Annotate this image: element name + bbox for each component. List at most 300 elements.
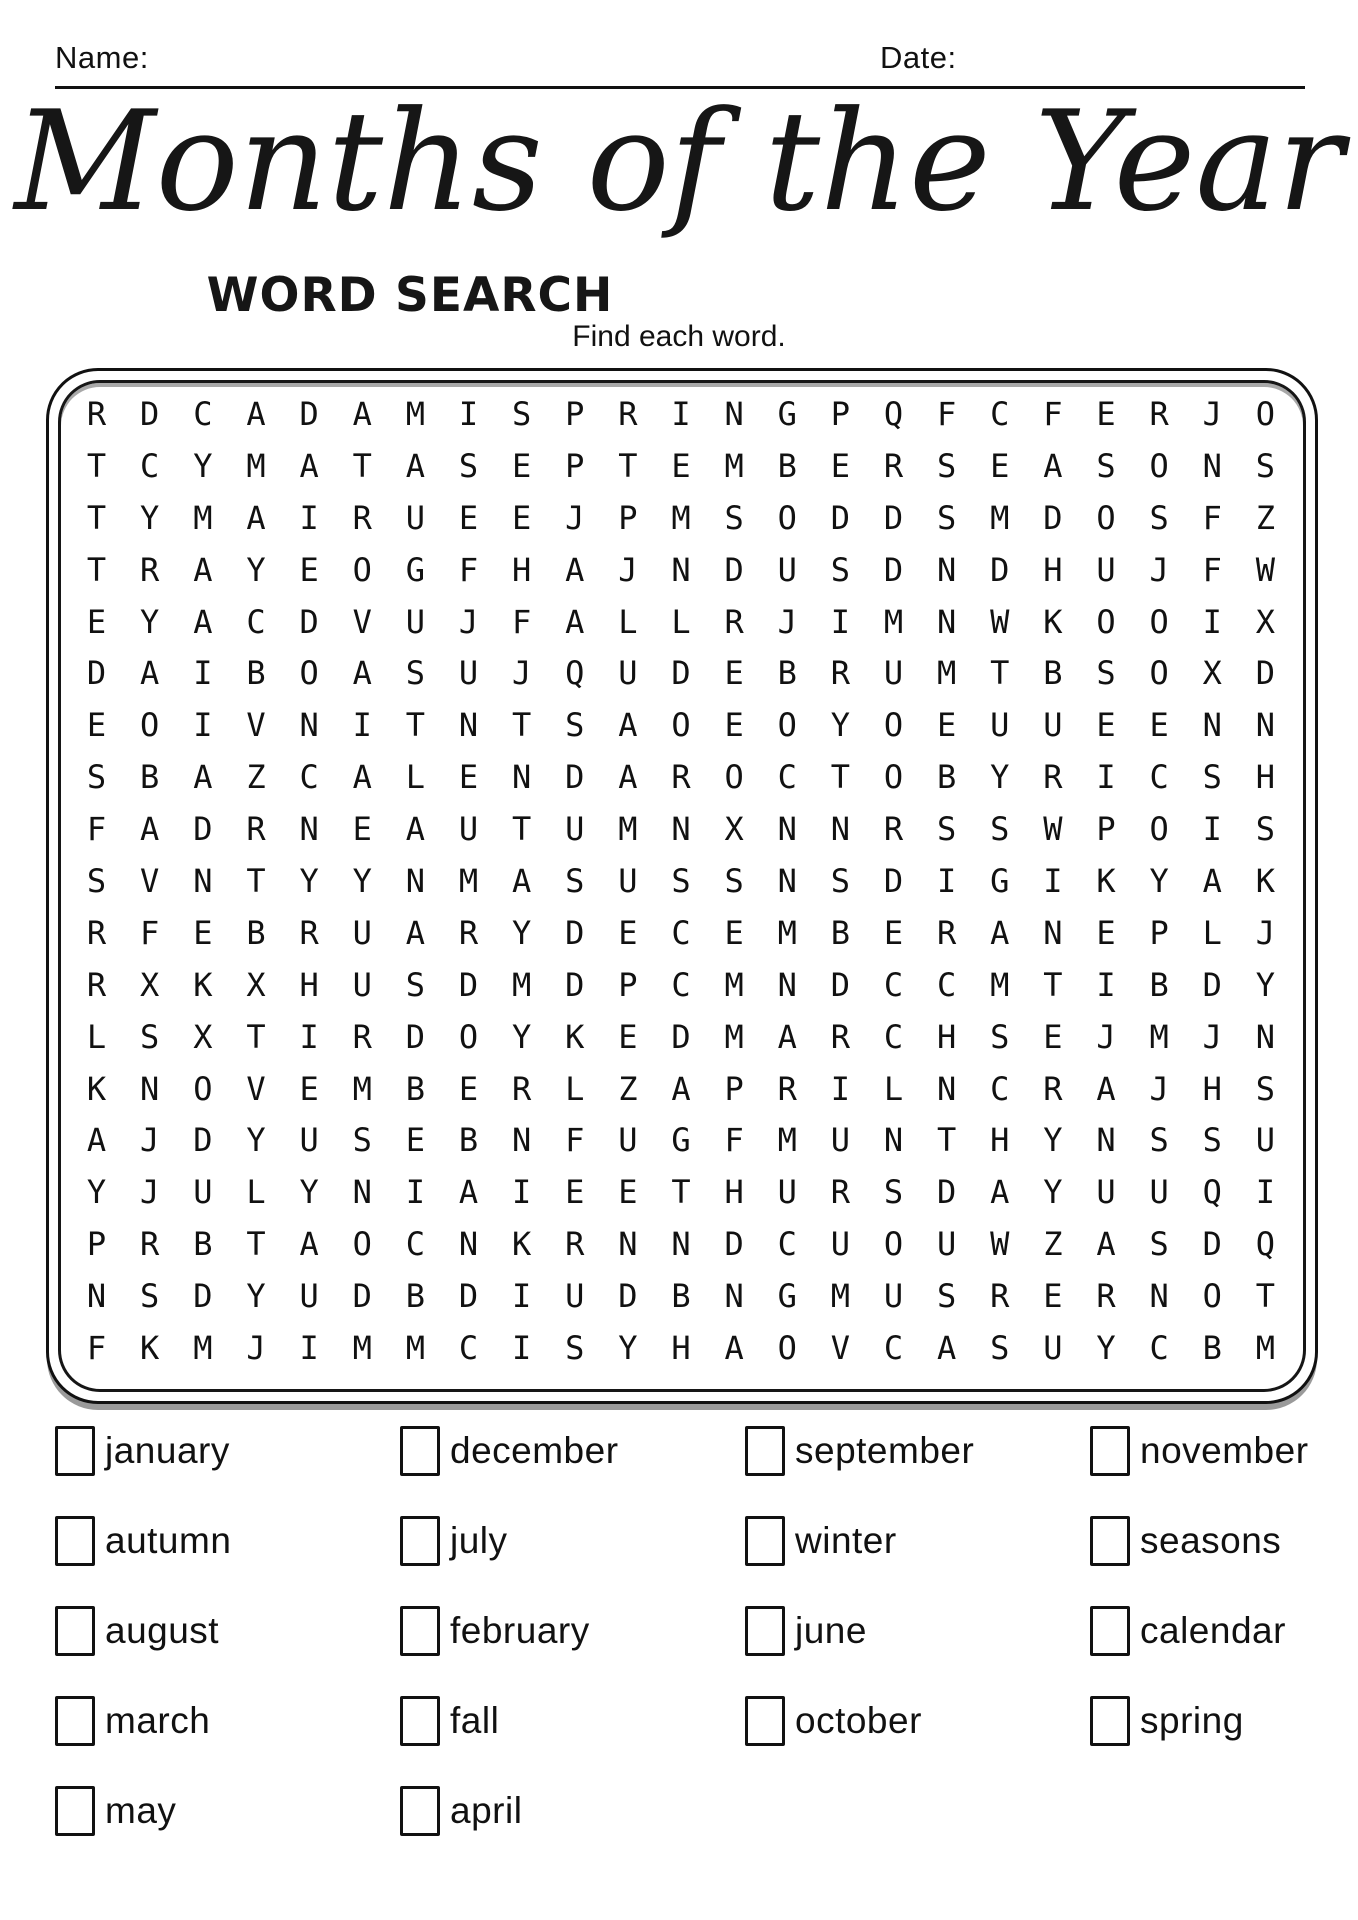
grid-letter: A [937, 1329, 957, 1368]
grid-letter: T [618, 446, 638, 485]
grid-letter: F [86, 810, 107, 849]
grid-letter: S [565, 706, 585, 745]
grid-letter: H [990, 1121, 1010, 1160]
grid-letter: S [1202, 758, 1222, 797]
word-checkbox[interactable] [1090, 1696, 1130, 1746]
grid-letter: J [1255, 913, 1276, 952]
grid-letter: D [193, 1121, 213, 1160]
grid-letter: N [352, 1173, 372, 1212]
word-label: december [450, 1430, 619, 1471]
grid-letter: N [1255, 1017, 1276, 1056]
grid-letter: O [777, 1329, 797, 1368]
grid-letter: L [1202, 913, 1222, 952]
grid-letter: Y [246, 550, 266, 589]
grid-letter: U [883, 654, 904, 693]
grid-letter: V [352, 602, 372, 641]
grid-letter: Y [990, 758, 1010, 797]
word-label: may [105, 1790, 177, 1831]
grid-letter: K [140, 1329, 160, 1368]
grid-letter: S [1149, 1121, 1169, 1160]
grid-letter: E [618, 1173, 638, 1212]
grid-letter: O [1255, 394, 1276, 433]
grid-letter: S [565, 1329, 585, 1368]
grid-letter: S [671, 861, 691, 900]
word-item [55, 1698, 231, 1744]
grid-letter: D [299, 602, 319, 641]
grid-letter: O [1149, 446, 1169, 485]
grid-letter: N [937, 602, 957, 641]
grid-letter: H [1255, 758, 1276, 797]
grid-letter: E [1043, 1017, 1063, 1056]
grid-letter: M [352, 1329, 372, 1368]
grid-letter: E [1096, 913, 1116, 952]
grid-letter: C [990, 1069, 1010, 1108]
grid-letter: G [990, 861, 1010, 900]
grid-letter: E [883, 913, 904, 952]
grid-letter: R [299, 913, 319, 952]
grid-letter: U [937, 1225, 957, 1264]
word-checkbox[interactable] [745, 1696, 785, 1746]
grid-letter: C [990, 394, 1010, 433]
grid-letter: F [1043, 394, 1063, 433]
grid-letter: R [883, 810, 904, 849]
grid-letter: B [1202, 1329, 1222, 1368]
grid-letter: A [671, 1069, 691, 1108]
grid-letter: K [86, 1069, 107, 1108]
grid-letter: O [883, 1225, 904, 1264]
grid-letter: D [405, 1017, 425, 1056]
grid-letter: I [193, 706, 213, 745]
grid-letter: N [671, 550, 691, 589]
grid-letter: T [86, 550, 107, 589]
grid-letter: S [830, 861, 851, 900]
word-checkbox[interactable] [400, 1426, 440, 1476]
grid-letter: G [405, 550, 425, 589]
grid-letter: M [1255, 1329, 1276, 1368]
grid-letter: H [724, 1173, 744, 1212]
grid-letter: P [86, 1225, 107, 1264]
grid-letter: D [724, 550, 744, 589]
grid-letter: G [671, 1121, 691, 1160]
grid-letter: P [830, 394, 851, 433]
grid-letter: C [140, 446, 160, 485]
grid-letter: T [511, 810, 532, 849]
grid-letter: U [777, 550, 797, 589]
grid-letter: R [246, 810, 266, 849]
word-label: june [795, 1610, 867, 1651]
grid-letter: C [299, 758, 319, 797]
grid-letter: R [1043, 758, 1063, 797]
grid-letter: N [458, 706, 479, 745]
grid-letter: P [565, 394, 585, 433]
grid-letter: O [777, 706, 797, 745]
word-checkbox[interactable] [400, 1606, 440, 1656]
grid-letter: O [352, 550, 372, 589]
grid-letter: B [1043, 654, 1063, 693]
grid-letter: O [1202, 1277, 1222, 1316]
grid-letter: N [193, 861, 213, 900]
grid-letter: B [1149, 965, 1169, 1004]
grid-letter: B [671, 1277, 691, 1316]
grid-letter: E [458, 498, 479, 537]
grid-letter: M [883, 602, 904, 641]
grid-letter: O [193, 1069, 213, 1108]
grid-letter: D [671, 1017, 691, 1056]
word-label: spring [1140, 1700, 1244, 1741]
grid-letter: A [618, 758, 638, 797]
grid-letter: A [352, 758, 372, 797]
grid-letter: T [246, 1225, 266, 1264]
word-item [1090, 1698, 1309, 1744]
grid-letter: N [405, 861, 425, 900]
grid-letter: O [724, 758, 744, 797]
grid-letter: E [1096, 706, 1116, 745]
grid-letter: I [1043, 861, 1063, 900]
grid-letter: U [618, 861, 638, 900]
grid-letter: Y [618, 1329, 638, 1368]
word-label: september [795, 1430, 975, 1471]
grid-letter: Y [246, 1121, 266, 1160]
grid-letter: R [618, 394, 638, 433]
grid-letter: I [830, 602, 851, 641]
grid-letter: C [671, 965, 691, 1004]
word-item [400, 1788, 619, 1834]
grid-letter: Y [140, 602, 160, 641]
grid-letter: R [352, 498, 372, 537]
grid-letter: A [193, 550, 213, 589]
grid-letter: K [193, 965, 213, 1004]
grid-letter: U [299, 1121, 319, 1160]
grid-letter: U [565, 1277, 585, 1316]
grid-letter: S [511, 394, 532, 433]
grid-letter: Y [193, 446, 213, 485]
grid-letter: K [1096, 861, 1116, 900]
grid-letter: J [1202, 394, 1222, 433]
grid-letter: D [1043, 498, 1063, 537]
grid-letter: D [937, 1173, 957, 1212]
grid-letter: T [990, 654, 1010, 693]
grid-letter: Q [883, 394, 904, 433]
grid-letter: M [193, 498, 213, 537]
word-checkbox[interactable] [55, 1606, 95, 1656]
grid-letter: N [618, 1225, 638, 1264]
grid-letter: R [830, 654, 851, 693]
grid-letter: Y [1255, 965, 1276, 1004]
word-search-grid [70, 388, 1292, 1374]
grid-letter: E [724, 913, 744, 952]
word-label: march [105, 1700, 211, 1741]
grid-letter: O [140, 706, 160, 745]
grid-letter: I [1202, 810, 1222, 849]
grid-letter: C [458, 1329, 479, 1368]
grid-letter: J [565, 498, 585, 537]
grid-letter: M [724, 446, 744, 485]
grid-letter: P [565, 446, 585, 485]
grid-letter: C [777, 758, 797, 797]
grid-letter: N [937, 1069, 957, 1108]
grid-letter: I [671, 394, 691, 433]
grid-letter: I [458, 394, 479, 433]
grid-letter: W [1043, 810, 1063, 849]
grid-letter: O [299, 654, 319, 693]
grid-letter: O [1149, 810, 1169, 849]
grid-letter: E [830, 446, 851, 485]
grid-letter: Y [140, 498, 160, 537]
word-label: calendar [1140, 1610, 1286, 1651]
word-checkbox[interactable] [1090, 1426, 1130, 1476]
grid-letter: J [777, 602, 797, 641]
grid-letter: H [1043, 550, 1063, 589]
grid-letter: F [565, 1121, 585, 1160]
grid-letter: A [140, 654, 160, 693]
grid-letter: T [937, 1121, 957, 1160]
grid-letter: N [777, 861, 797, 900]
grid-letter: I [1096, 965, 1116, 1004]
grid-letter: S [990, 1329, 1010, 1368]
word-checkbox[interactable] [55, 1426, 95, 1476]
grid-letter: I [1202, 602, 1222, 641]
grid-letter: N [299, 810, 319, 849]
word-label: fall [450, 1700, 500, 1741]
grid-letter: E [352, 810, 372, 849]
grid-letter: A [352, 394, 372, 433]
grid-letter: E [405, 1121, 425, 1160]
grid-letter: T [1043, 965, 1063, 1004]
grid-letter: N [830, 810, 851, 849]
grid-letter: D [1202, 965, 1222, 1004]
grid-letter: N [511, 758, 532, 797]
word-item [55, 1788, 231, 1834]
grid-letter: E [299, 550, 319, 589]
grid-letter: N [671, 810, 691, 849]
grid-letter: J [618, 550, 638, 589]
grid-letter: C [883, 965, 904, 1004]
grid-letter: N [724, 394, 744, 433]
grid-letter: B [405, 1277, 425, 1316]
grid-letter: G [777, 394, 797, 433]
grid-letter: P [1096, 810, 1116, 849]
grid-letter: Y [511, 913, 532, 952]
grid-letter: J [1149, 550, 1169, 589]
grid-letter: Y [830, 706, 851, 745]
word-label: january [105, 1430, 230, 1471]
grid-letter: N [671, 1225, 691, 1264]
grid-letter: P [618, 965, 638, 1004]
grid-letter: I [1255, 1173, 1276, 1212]
grid-letter: R [990, 1277, 1010, 1316]
grid-letter: N [511, 1121, 532, 1160]
grid-letter: N [1096, 1121, 1116, 1160]
grid-letter: U [830, 1121, 851, 1160]
grid-letter: Q [1255, 1225, 1276, 1264]
word-label: autumn [105, 1520, 232, 1561]
grid-letter: M [405, 394, 425, 433]
word-item [55, 1428, 231, 1474]
word-item [400, 1518, 619, 1564]
grid-letter: O [1096, 498, 1116, 537]
grid-letter: F [86, 1329, 107, 1368]
word-checkbox[interactable] [400, 1516, 440, 1566]
grid-letter: X [1255, 602, 1276, 641]
grid-letter: Q [565, 654, 585, 693]
word-search-subtitle: WORD SEARCH [206, 268, 614, 323]
grid-letter: A [246, 394, 266, 433]
grid-letter: A [618, 706, 638, 745]
grid-letter: D [671, 654, 691, 693]
grid-letter: A [405, 446, 425, 485]
word-checkbox[interactable] [745, 1606, 785, 1656]
word-checkbox[interactable] [745, 1426, 785, 1476]
grid-letter: H [671, 1329, 691, 1368]
grid-letter: M [937, 654, 957, 693]
grid-letter: V [246, 706, 266, 745]
grid-letter: R [140, 1225, 160, 1264]
grid-letter: I [352, 706, 372, 745]
grid-letter: O [1149, 654, 1169, 693]
grid-letter: S [990, 810, 1010, 849]
grid-letter: N [1149, 1277, 1169, 1316]
grid-letter: R [86, 965, 107, 1004]
grid-letter: M [618, 810, 638, 849]
grid-letter: P [1149, 913, 1169, 952]
grid-letter: A [352, 654, 372, 693]
instruction-text: Find each word. [572, 320, 786, 353]
grid-letter: D [830, 965, 851, 1004]
grid-letter: D [458, 965, 479, 1004]
grid-letter: O [1096, 602, 1116, 641]
grid-letter: C [937, 965, 957, 1004]
grid-letter: S [1096, 446, 1116, 485]
grid-letter: C [883, 1017, 904, 1056]
grid-letter: O [883, 706, 904, 745]
grid-letter: N [724, 1277, 744, 1316]
grid-letter: E [86, 706, 107, 745]
grid-letter: X [246, 965, 266, 1004]
grid-letter: R [937, 913, 957, 952]
grid-letter: R [86, 913, 107, 952]
grid-letter: I [299, 1017, 319, 1056]
grid-letter: D [883, 498, 904, 537]
grid-letter: S [937, 1277, 957, 1316]
grid-letter: N [777, 810, 797, 849]
grid-letter: U [458, 654, 479, 693]
grid-letter: U [352, 965, 372, 1004]
grid-letter: I [830, 1069, 851, 1108]
word-item [400, 1608, 619, 1654]
grid-letter: C [883, 1329, 904, 1368]
grid-letter: R [1043, 1069, 1063, 1108]
word-checkbox[interactable] [1090, 1606, 1130, 1656]
grid-letter: R [140, 550, 160, 589]
grid-letter: A [990, 913, 1010, 952]
grid-letter: U [1255, 1121, 1276, 1160]
grid-letter: V [830, 1329, 851, 1368]
grid-letter: U [405, 602, 425, 641]
grid-letter: S [1149, 1225, 1169, 1264]
grid-letter: V [246, 1069, 266, 1108]
grid-letter: T [1255, 1277, 1276, 1316]
word-label: november [1140, 1430, 1309, 1471]
word-checkbox[interactable] [55, 1516, 95, 1566]
grid-letter: S [405, 965, 425, 1004]
word-checkbox[interactable] [400, 1696, 440, 1746]
grid-letter: E [458, 1069, 479, 1108]
word-list-column [1090, 1428, 1309, 1744]
grid-letter: A [511, 861, 532, 900]
grid-letter: C [671, 913, 691, 952]
grid-letter: A [299, 446, 319, 485]
grid-letter: Y [299, 861, 319, 900]
grid-letter: V [140, 861, 160, 900]
grid-letter: D [1202, 1225, 1222, 1264]
grid-letter: Y [1149, 861, 1169, 900]
grid-letter: E [990, 446, 1010, 485]
grid-letter: U [777, 1173, 797, 1212]
grid-letter: K [1255, 861, 1276, 900]
grid-letter: E [1096, 394, 1116, 433]
word-checkbox[interactable] [1090, 1516, 1130, 1566]
grid-letter: R [565, 1225, 585, 1264]
grid-letter: R [883, 446, 904, 485]
grid-letter: Y [1043, 1173, 1063, 1212]
grid-letter: U [1043, 706, 1063, 745]
word-item [55, 1608, 231, 1654]
grid-letter: X [724, 810, 744, 849]
grid-letter: J [140, 1121, 160, 1160]
grid-letter: D [140, 394, 160, 433]
grid-letter: T [246, 861, 266, 900]
grid-letter: B [458, 1121, 479, 1160]
grid-letter: D [86, 654, 107, 693]
grid-letter: Y [299, 1173, 319, 1212]
word-checkbox[interactable] [400, 1786, 440, 1836]
grid-letter: Q [1202, 1173, 1222, 1212]
grid-letter: J [1096, 1017, 1116, 1056]
grid-letter: C [246, 602, 266, 641]
grid-letter: B [405, 1069, 425, 1108]
grid-letter: I [405, 1173, 425, 1212]
word-checkbox[interactable] [55, 1786, 95, 1836]
grid-letter: D [565, 965, 585, 1004]
word-item [1090, 1518, 1309, 1564]
grid-letter: B [246, 654, 266, 693]
grid-letter: P [618, 498, 638, 537]
grid-letter: G [777, 1277, 797, 1316]
grid-letter: C [1149, 758, 1169, 797]
grid-letter: A [405, 913, 425, 952]
grid-letter: L [86, 1017, 107, 1056]
grid-letter: U [299, 1277, 319, 1316]
grid-letter: S [140, 1277, 160, 1316]
grid-letter: E [1043, 1277, 1063, 1316]
grid-letter: N [299, 706, 319, 745]
grid-letter: C [777, 1225, 797, 1264]
grid-letter: R [830, 1017, 851, 1056]
grid-letter: K [1043, 602, 1063, 641]
word-checkbox[interactable] [55, 1696, 95, 1746]
word-list-column [55, 1428, 231, 1834]
grid-letter: K [565, 1017, 585, 1056]
grid-letter: W [990, 602, 1010, 641]
grid-letter: M [777, 1121, 797, 1160]
word-checkbox[interactable] [745, 1516, 785, 1566]
grid-letter: E [937, 706, 957, 745]
grid-letter: J [511, 654, 532, 693]
grid-letter: S [724, 498, 744, 537]
word-label: july [450, 1520, 508, 1561]
grid-letter: U [1096, 550, 1116, 589]
grid-letter: N [1043, 913, 1063, 952]
